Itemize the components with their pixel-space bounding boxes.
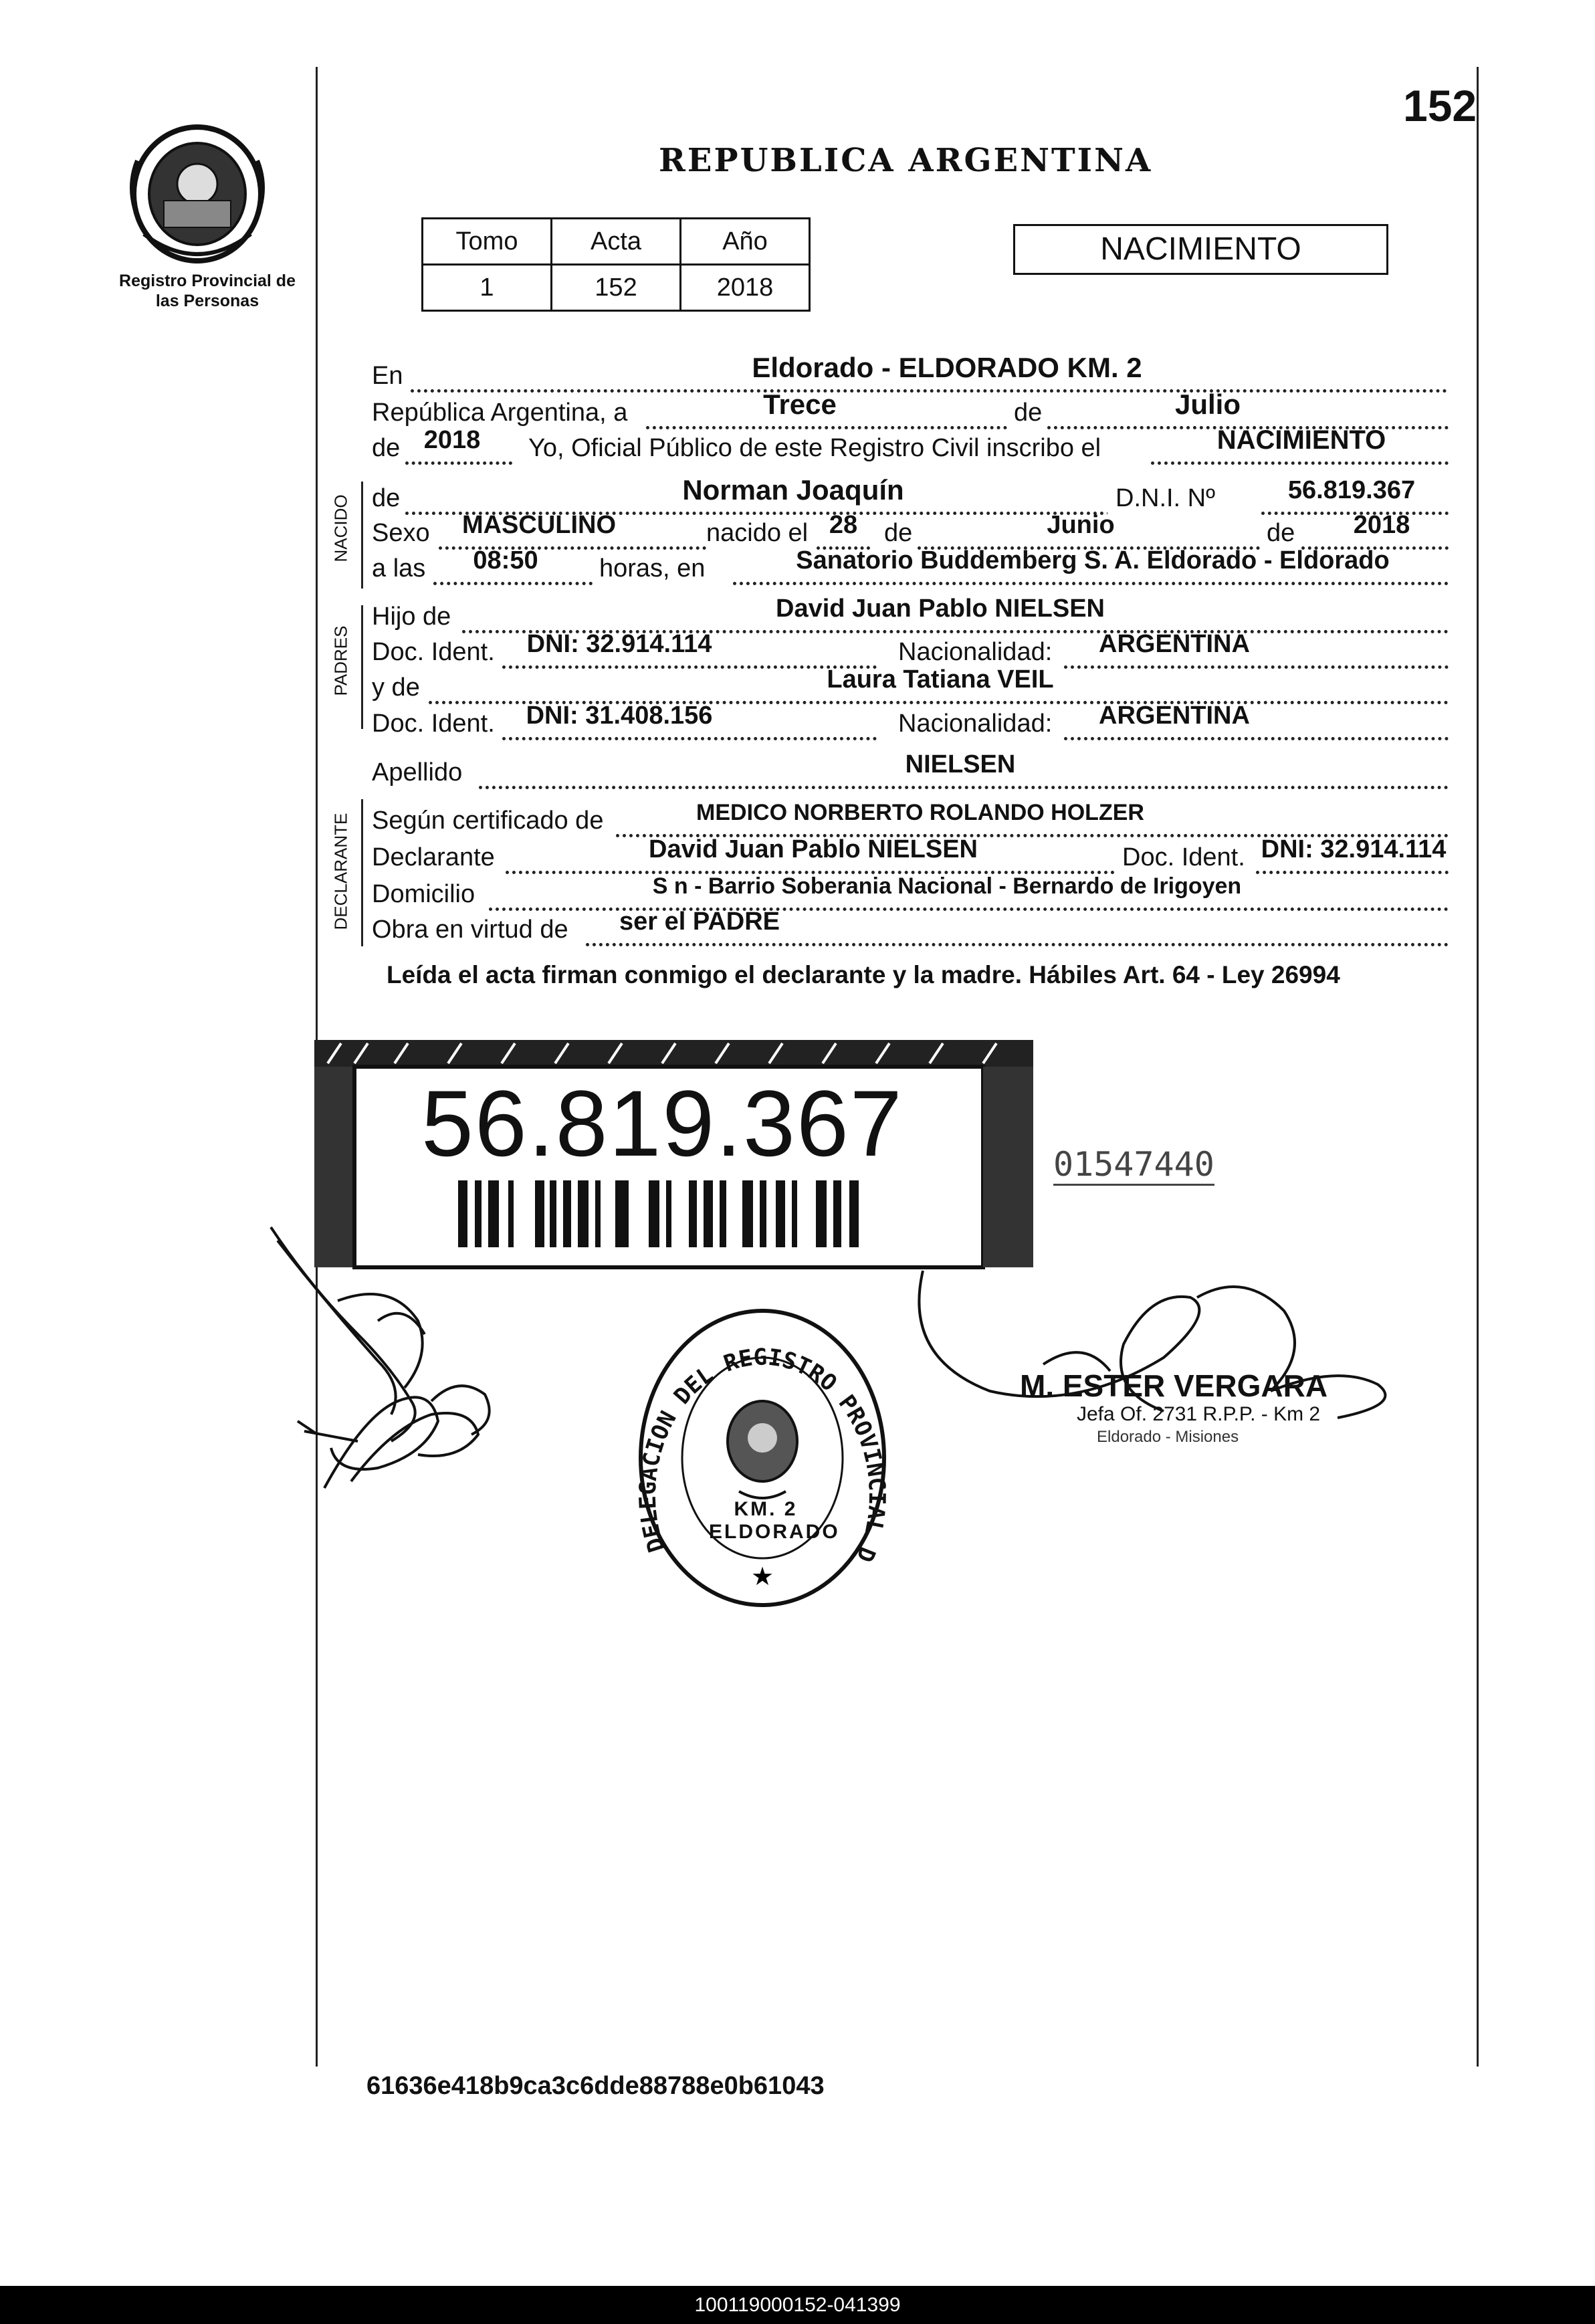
- doc-label: Doc. Ident.: [372, 710, 495, 738]
- document-hash: 61636e418b9ca3c6dde88788e0b61043: [366, 2072, 825, 2100]
- obra-label: Obra en virtud de: [372, 916, 568, 944]
- right-margin-line: [1477, 67, 1479, 2067]
- registry-label: Registro Provincial de las Personas: [119, 272, 296, 310]
- sex-value: MASCULINO: [461, 511, 617, 539]
- name-value: Norman Joaquín: [682, 474, 904, 506]
- apellido-label: Apellido: [372, 758, 463, 786]
- record-table-value-row: [423, 265, 810, 311]
- record-table-header: Acta: [552, 219, 681, 265]
- doc-label: Doc. Ident.: [1115, 841, 1245, 874]
- father-value: David Juan Pablo NIELSEN: [776, 595, 1105, 623]
- record-table-cell: 2018: [681, 265, 810, 311]
- form-row-mother-doc: [372, 702, 1449, 740]
- de-label: de: [372, 484, 401, 512]
- certificate-label: Según certificado de: [372, 807, 604, 835]
- section-label-nacido: NACIDO: [330, 494, 351, 562]
- declarant-signature: [257, 1200, 578, 1501]
- sticker-serial: 01547440: [1053, 1145, 1214, 1186]
- de-label: de: [372, 434, 401, 462]
- section-label-padres: PADRES: [330, 625, 351, 696]
- address-value: S n - Barrio Soberania Nacional - Bernardo de Irigoyen: [652, 873, 1242, 899]
- official-location: Eldorado - Misiones: [1097, 1428, 1239, 1446]
- form-row-reason: [372, 908, 1449, 946]
- place-value: Eldorado - ELDORADO KM. 2: [752, 352, 1142, 383]
- alas-label: a las: [372, 554, 426, 583]
- inscribo-value: NACIMIENTO: [1216, 425, 1386, 455]
- closing-statement: Leída el acta firman conmigo el declarante y la madre. Hábiles Art. 64 - Ley 26994: [387, 961, 1340, 988]
- day-value: Trece: [763, 389, 837, 420]
- father-doc-value: DNI: 32.914.114: [526, 630, 712, 658]
- record-table-header: Tomo: [423, 219, 552, 265]
- seal-outer-text-arc: [632, 1304, 893, 1612]
- year-value: 2018: [423, 426, 481, 454]
- form-row-surname: [372, 750, 1449, 789]
- birth-month-value: Junio: [1047, 511, 1115, 539]
- republica-label: República Argentina, a: [372, 399, 628, 427]
- footer-id-bar: 100119000152-041399: [0, 2286, 1595, 2324]
- dni-label: D.N.I. Nº: [1107, 482, 1215, 515]
- declarant-value: David Juan Pablo NIELSEN: [649, 835, 978, 863]
- de-label: de: [884, 519, 913, 547]
- form-row-time-place: [372, 546, 1449, 585]
- en-label: En: [372, 362, 403, 390]
- official-title: Jefa Of. 2731 R.P.P. - Km 2: [1077, 1403, 1321, 1425]
- nationality-label: Nacionalidad:: [898, 638, 1053, 666]
- svg-text:★: ★: [750, 1562, 774, 1591]
- surname-value: NIELSEN: [905, 750, 1016, 778]
- section-bracket: [361, 605, 363, 729]
- de-label: de: [1267, 519, 1295, 547]
- record-type-box: NACIMIENTO: [1013, 224, 1388, 275]
- declarant-doc-value: DNI: 32.914.114: [1261, 835, 1447, 863]
- birth-year-value: 2018: [1353, 511, 1410, 539]
- form-row-address: [372, 873, 1449, 911]
- record-table-cell: 1: [423, 265, 552, 311]
- nationality-label: Nacionalidad:: [898, 710, 1053, 738]
- inscribo-label: Yo, Oficial Público de este Registro Civil inscribo el: [528, 434, 1101, 462]
- birth-day-value: 28: [829, 511, 858, 539]
- certificate-value: MEDICO NORBERTO ROLANDO HOLZER: [696, 800, 1144, 825]
- page-number: 152: [1403, 81, 1477, 130]
- mother-value: Laura Tatiana VEIL: [827, 665, 1054, 694]
- mother-doc-value: DNI: 31.408.156: [526, 702, 713, 730]
- dni-value: 56.819.367: [1287, 476, 1416, 504]
- yde-label: y de: [372, 673, 420, 702]
- doc-label: Doc. Ident.: [372, 638, 495, 666]
- declarante-label: Declarante: [372, 843, 495, 871]
- reason-value: ser el PADRE: [619, 908, 780, 936]
- section-bracket: [361, 482, 363, 589]
- section-label-declarante: DECLARANTE: [330, 813, 351, 930]
- registry-logo: [117, 120, 278, 271]
- sticker-dni-number: 56.819.367: [421, 1071, 903, 1176]
- horas-label: horas, en: [599, 554, 706, 583]
- svg-text:DELEGACION DEL REGISTRO PROVIN: DELEGACION DEL REGISTRO PROVINCIAL D: [634, 1344, 891, 1566]
- de-label: de: [1014, 399, 1043, 427]
- record-table-header: Año: [681, 219, 810, 265]
- time-value: 08:50: [473, 546, 538, 574]
- record-table: [421, 217, 811, 312]
- birth-place-value: Sanatorio Buddemberg S. A. Eldorado - Eldorado: [796, 546, 1390, 574]
- hijo-label: Hijo de: [372, 603, 451, 631]
- seal-inner-text: KM. 2 ELDORADO: [709, 1498, 840, 1543]
- domicilio-label: Domicilio: [372, 880, 475, 908]
- month-value: Julio: [1174, 389, 1241, 420]
- record-table-header-row: [423, 219, 810, 265]
- page-title: REPUBLICA ARGENTINA: [659, 142, 1153, 179]
- sexo-label: Sexo: [372, 519, 430, 547]
- section-bracket: [361, 799, 363, 946]
- form-row-place: [372, 352, 1449, 393]
- father-nationality-value: ARGENTINA: [1099, 630, 1250, 658]
- record-table-cell: 152: [552, 265, 681, 311]
- official-name: M. ESTER VERGARA: [1020, 1368, 1328, 1403]
- form-row-inscription: [372, 425, 1449, 465]
- nacido-label: nacido el: [706, 519, 809, 547]
- mother-nationality-value: ARGENTINA: [1099, 702, 1250, 730]
